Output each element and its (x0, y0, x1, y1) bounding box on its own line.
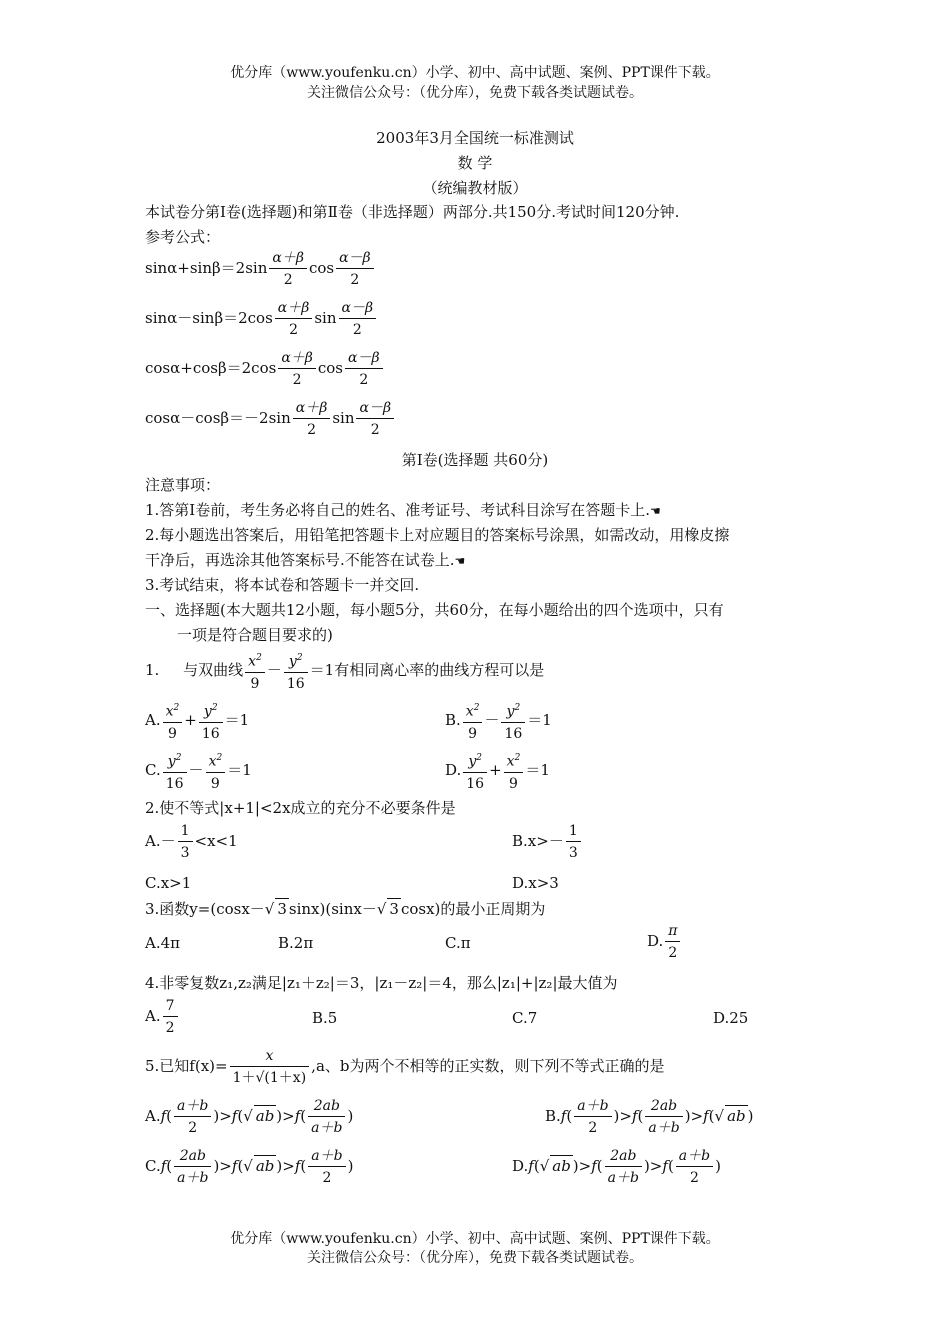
denominator: 2 (689, 1170, 699, 1186)
q1-option-d[interactable]: D. $\frac{y^2}{16}$ + $\frac{x^2}{9}$ ＝1 (445, 750, 550, 792)
numerator: α＋β (269, 250, 307, 269)
fraction (463, 750, 487, 792)
option-label: D. (445, 760, 462, 779)
denominator: 2 (668, 945, 678, 961)
equals-one: ＝1 (227, 760, 252, 779)
equals-one: ＝1 (224, 710, 250, 729)
denominator: 2 (283, 272, 293, 288)
edition-title: （统编教材版） (422, 179, 528, 197)
question-text: ,a、b为两个不相等的正实数，则下列不等式正确的是 (311, 1057, 665, 1075)
formula-lhs: sinα+sinβ＝2sin (145, 259, 268, 277)
subject-title: 数 学 (457, 154, 493, 172)
question-text: cosx)的最小正周期为 (400, 900, 546, 918)
fraction (174, 1148, 211, 1186)
question-number: 1. (145, 660, 160, 679)
denominator: a＋b (607, 1170, 639, 1186)
fraction (284, 650, 308, 692)
fraction (308, 1098, 345, 1136)
q3-option-b[interactable]: B.2π (278, 934, 314, 952)
denominator: 16 (201, 725, 220, 742)
option-text: <x<1 (194, 832, 238, 850)
sqrt-icon: √ (539, 1157, 550, 1175)
q1-option-a[interactable]: A. $\frac{x^2}{9}$ + $\frac{y^2}{16}$ ＝1 (145, 700, 249, 742)
fraction (356, 400, 394, 438)
numerator: $x^2$ (504, 750, 524, 773)
fraction (665, 923, 680, 961)
fraction (163, 700, 183, 742)
numerator: x (230, 1048, 310, 1067)
denominator: a＋b (648, 1120, 680, 1136)
fraction (504, 750, 524, 792)
denominator: 2 (322, 1170, 332, 1186)
fraction (345, 350, 383, 388)
sqrt-icon: √ (714, 1107, 725, 1125)
numerator: a＋b (676, 1148, 713, 1167)
sqrt-value: ab (255, 1157, 275, 1175)
numerator: $y^2$ (463, 750, 487, 773)
numerator: 1 (566, 823, 581, 842)
denominator: 9 (250, 675, 260, 692)
denominator: 9 (210, 775, 220, 792)
option-label: C. (145, 1157, 161, 1175)
numerator: α－β (345, 350, 383, 369)
denominator: 9 (167, 725, 177, 742)
formula-mid: cos (308, 259, 335, 277)
q1-option-b[interactable]: B. $\frac{x^2}{9}$ － $\frac{y^2}{16}$ ＝1 (445, 700, 552, 742)
denominator: 2 (359, 372, 369, 388)
denominator: 2 (370, 422, 380, 438)
sqrt-icon: √ (243, 1157, 253, 1175)
q2-option-a[interactable] (145, 823, 238, 861)
fraction (574, 1098, 611, 1136)
denominator: 3 (568, 845, 578, 861)
numerator: α－β (356, 400, 394, 419)
fraction (566, 823, 581, 861)
numerator: $x^2$ (245, 650, 265, 673)
question-text: sinx)(sinx－ (288, 900, 377, 918)
numerator: $x^2$ (163, 700, 183, 723)
question-3 (145, 898, 545, 919)
denominator: 2 (352, 322, 362, 338)
option-label: B.x>－ (512, 832, 564, 850)
q5-option-d[interactable]: D.f(√ ab )>f( $\frac{2ab}{a+b}$ )>f( $\frac{a+b}{2}$ ) (512, 1148, 721, 1186)
equals-one: ＝1 (527, 710, 552, 729)
sqrt-icon: √ (376, 900, 387, 918)
notes-heading: 注意事项： (145, 476, 221, 494)
formula-4 (145, 400, 396, 438)
part1-title: 第Ⅰ卷(选择题 共60分) (401, 451, 549, 469)
fraction (278, 350, 316, 388)
note-text: 1.答第Ⅰ卷前，考生务必将自己的姓名、准考证号、考试科目涂写在答题卡上. (145, 501, 651, 519)
numerator: α－β (339, 300, 377, 319)
fraction (174, 1098, 211, 1136)
numerator: 7 (163, 998, 178, 1017)
intro-text: 本试卷分第Ⅰ卷(选择题)和第Ⅱ卷（非选择题）两部分.共150分.考试时间120分钟. (145, 203, 680, 221)
denominator: 2 (289, 322, 299, 338)
option-label: A.－ (145, 832, 176, 850)
numerator: $x^2$ (463, 700, 483, 723)
note-text: 干净后，再选涂其他答案标号.不能答在试卷上. (145, 551, 455, 569)
denominator: 2 (350, 272, 360, 288)
fraction (230, 1048, 310, 1086)
formula-lhs: cosα+cosβ＝2cos (145, 359, 277, 377)
note-2: 2.每小题选出答案后，用铅笔把答题卡上对应题目的答案标号涂黑，如需改动，用橡皮擦 (145, 526, 730, 544)
fraction (275, 300, 313, 338)
fraction (178, 823, 193, 861)
denominator: 2 (307, 422, 316, 438)
denominator: 16 (466, 775, 485, 792)
option-label: B. (545, 1107, 561, 1125)
exam-title: 2003年3月全国统一标准测试 (376, 129, 574, 147)
sqrt-value: ab (727, 1107, 746, 1125)
option-label: C. (145, 760, 161, 779)
numerator: a＋b (574, 1098, 611, 1117)
fraction (199, 700, 223, 742)
sqrt-value: 3 (389, 900, 399, 918)
fraction (245, 650, 265, 692)
denominator: a＋b (311, 1120, 343, 1136)
fraction (605, 1148, 642, 1186)
formula-mid: sin (332, 409, 355, 427)
section1-heading: 一、选择题(本大题共12小题，每小题5分，共60分，在每小题给出的四个选项中，只有 (145, 601, 724, 619)
denominator: 16 (165, 775, 184, 792)
numerator: $y^2$ (284, 650, 308, 673)
q2-option-d[interactable]: D.x>3 (512, 874, 559, 892)
q3-option-d[interactable] (647, 923, 682, 961)
denominator: 9 (509, 775, 518, 792)
formula-mid: cos (317, 359, 344, 377)
hand-pointer-icon: ☚ (454, 554, 466, 568)
formula-lhs: cosα－cosβ＝－2sin (145, 409, 291, 427)
numerator: 2ab (308, 1098, 345, 1117)
question-text: 与双曲线 (183, 660, 244, 679)
denominator: 16 (286, 675, 305, 692)
denominator: 1＋√(1＋x) (232, 1070, 307, 1086)
fraction (645, 1098, 682, 1136)
q4-option-c[interactable]: C.7 (512, 1009, 538, 1027)
numerator: α＋β (278, 350, 316, 369)
note-1 (145, 500, 661, 521)
numerator: $x^2$ (206, 750, 226, 773)
denominator: 16 (504, 725, 523, 742)
fraction (206, 750, 226, 792)
option-label: B. (445, 710, 461, 729)
question-4: 4.非零复数z₁,z₂满足|z₁＋z₂|＝3，|z₁－z₂|＝4，那么|z₁|+|z₂|最大值为 (145, 974, 618, 992)
numerator: $y^2$ (163, 750, 187, 773)
section1-heading-cont: 一项是符合题目要求的) (177, 626, 333, 644)
question-2: 2.使不等式|x+1|<2x成立的充分不必要条件是 (145, 799, 456, 817)
denominator: 2 (188, 1120, 198, 1136)
numerator: α＋β (293, 400, 331, 419)
option-label: D. (647, 932, 664, 950)
numerator: α＋β (275, 300, 313, 319)
footer-line-2: 关注微信公众号：（优分库），免费下载各类试题试卷。 (307, 1250, 643, 1266)
numerator: a＋b (174, 1098, 211, 1117)
numerator: π (665, 923, 680, 942)
numerator: 2ab (174, 1148, 211, 1167)
hand-pointer-icon: ☚ (650, 504, 661, 518)
note-3: 3.考试结束，将本试卷和答题卡一并交回. (145, 576, 420, 594)
formula-3 (145, 350, 385, 388)
q2-option-b[interactable] (512, 823, 583, 861)
option-label: A. (145, 710, 161, 729)
numerator: 2ab (645, 1098, 682, 1117)
q5-option-a[interactable]: A.f( $\frac{a+b}{2}$ )>f(√ ab )>f( $\frac{2ab}{a+b}$ ) (145, 1098, 354, 1136)
formula-1 (145, 250, 376, 288)
numerator: 1 (178, 823, 193, 842)
question-1: 1. 与双曲线 $\frac{x^2}{9}$ － $\frac{y^2}{16}$ ＝1有相同离心率的曲线方程可以是 (145, 650, 544, 692)
header-line-2: 关注微信公众号：（优分库），免费下载各类试题试卷。 (307, 85, 643, 101)
option-label: D. (512, 1157, 529, 1175)
sqrt-icon: √ (264, 900, 275, 918)
question-text: 3.函数y=(cosx－ (145, 900, 265, 918)
fraction (163, 750, 187, 792)
q2-option-c[interactable]: C.x>1 (145, 874, 192, 892)
q3-option-a[interactable]: A.4π (145, 934, 181, 952)
denominator: 2 (165, 1020, 175, 1036)
question-5 (145, 1048, 665, 1086)
q5-option-c[interactable]: C.f( $\frac{2ab}{a+b}$ )>f(√ ab )>f( $\frac{a+b}{2}$ ) (145, 1148, 354, 1186)
numerator: a＋b (308, 1148, 345, 1167)
sqrt-icon: √ (243, 1107, 253, 1125)
q4-option-a[interactable] (145, 998, 180, 1036)
numerator: $y^2$ (501, 700, 525, 723)
q5-option-b[interactable]: B.f( $\frac{a+b}{2}$ )>f( $\frac{2ab}{a+b}$ )>f(√ ab ) (545, 1098, 754, 1136)
q4-option-d[interactable]: D.25 (713, 1009, 749, 1027)
q3-option-c[interactable]: C.π (445, 934, 471, 952)
note-2-cont (145, 550, 465, 571)
numerator: α－β (336, 250, 374, 269)
numerator: $y^2$ (199, 700, 223, 723)
header-line-1: 优分库（www.youfenku.cn）小学、初中、高中试题、案例、PPT课件下载。 (230, 65, 720, 81)
fraction (676, 1148, 713, 1186)
option-label: A. (145, 1107, 161, 1125)
fraction (463, 700, 483, 742)
fraction (308, 1148, 345, 1186)
formula-heading: 参考公式： (145, 228, 221, 246)
denominator: a＋b (177, 1170, 209, 1186)
footer-line-1: 优分库（www.youfenku.cn）小学、初中、高中试题、案例、PPT课件下载。 (230, 1231, 720, 1247)
sqrt-value: 3 (277, 900, 287, 918)
formula-lhs: sinα－sinβ＝2cos (145, 309, 273, 327)
option-label: A. (145, 1007, 161, 1025)
denominator: 2 (588, 1120, 598, 1136)
denominator: 2 (292, 372, 302, 388)
formula-2 (145, 300, 378, 338)
denominator: 3 (180, 845, 190, 861)
q4-option-b[interactable]: B.5 (312, 1009, 338, 1027)
numerator: 2ab (605, 1148, 642, 1167)
fraction (293, 400, 331, 438)
denominator: 9 (468, 725, 478, 742)
fraction (501, 700, 525, 742)
equals-one: ＝1 (525, 760, 550, 779)
question-text: ＝1有相同离心率的曲线方程可以是 (309, 660, 545, 679)
fraction (163, 998, 178, 1036)
sqrt-value: ab (255, 1107, 275, 1125)
formula-mid: sin (314, 309, 337, 327)
fraction (339, 300, 377, 338)
q1-option-c[interactable]: C. $\frac{y^2}{16}$ － $\frac{x^2}{9}$ ＝1 (145, 750, 252, 792)
fraction (269, 250, 307, 288)
sqrt-value: ab (552, 1157, 571, 1175)
fraction (336, 250, 374, 288)
question-text: 5.已知f(x)= (145, 1057, 228, 1075)
